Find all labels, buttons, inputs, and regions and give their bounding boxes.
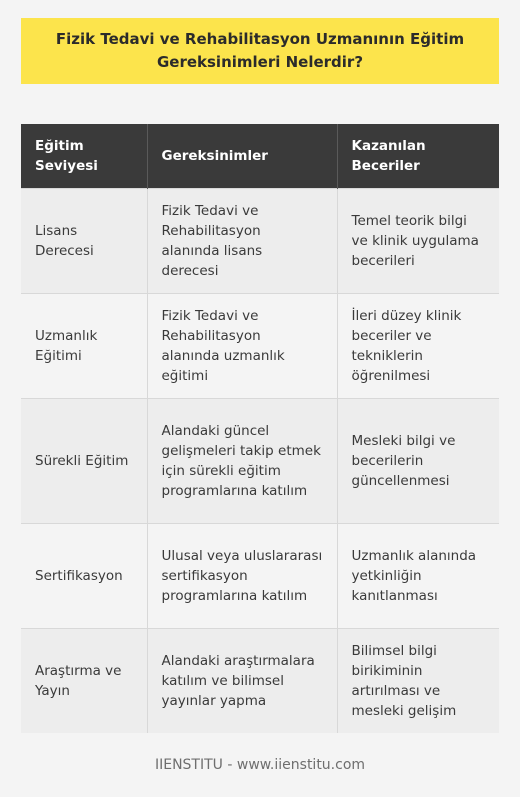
table-row <box>21 294 499 399</box>
cell-requirements: Alandaki araştırmalara katılım ve bilimsel yayınlar yapma <box>147 629 337 734</box>
title-banner <box>21 18 499 84</box>
cell-skills: Temel teorik bilgi ve klinik uygulama becerileri <box>337 189 499 294</box>
cell-level: Uzmanlık Eğitimi <box>21 294 147 399</box>
cell-skills: Uzmanlık alanında yetkinliğin kanıtlanması <box>337 524 499 629</box>
table-row <box>21 524 499 629</box>
table-row <box>21 189 499 294</box>
table-header-row <box>21 124 499 189</box>
cell-requirements: Alandaki güncel gelişmeleri takip etmek için sürekli eğitim programlarına katılım <box>147 399 337 524</box>
cell-requirements: Fizik Tedavi ve Rehabilitasyon alanında lisans derecesi <box>147 189 337 294</box>
column-header-requirements: Gereksinimler <box>147 124 337 189</box>
cell-requirements: Fizik Tedavi ve Rehabilitasyon alanında uzmanlık eğitimi <box>147 294 337 399</box>
cell-requirements: Ulusal veya uluslararası sertifikasyon programlarına katılım <box>147 524 337 629</box>
cell-skills: İleri düzey klinik beceriler ve tekniklerin öğrenilmesi <box>337 294 499 399</box>
page-title: Fizik Tedavi ve Rehabilitasyon Uzmanının Eğitim Gereksinimleri Nelerdir? <box>55 30 465 71</box>
column-header-skills: Kazanılan Beceriler <box>337 124 499 189</box>
cell-level: Sertifikasyon <box>21 524 147 629</box>
cell-level: Lisans Derecesi <box>21 189 147 294</box>
cell-skills: Mesleki bilgi ve becerilerin güncellenmesi <box>337 399 499 524</box>
cell-skills: Bilimsel bilgi birikiminin artırılması ve mesleki gelişim <box>337 629 499 734</box>
footer-credit: IIENSTITU - www.iienstitu.com <box>154 757 366 773</box>
education-table <box>21 124 499 733</box>
column-header-level: Eğitim Seviyesi <box>21 124 147 189</box>
cell-level: Araştırma ve Yayın <box>21 629 147 734</box>
cell-level: Sürekli Eğitim <box>21 399 147 524</box>
table-row <box>21 399 499 524</box>
table-row <box>21 629 499 734</box>
